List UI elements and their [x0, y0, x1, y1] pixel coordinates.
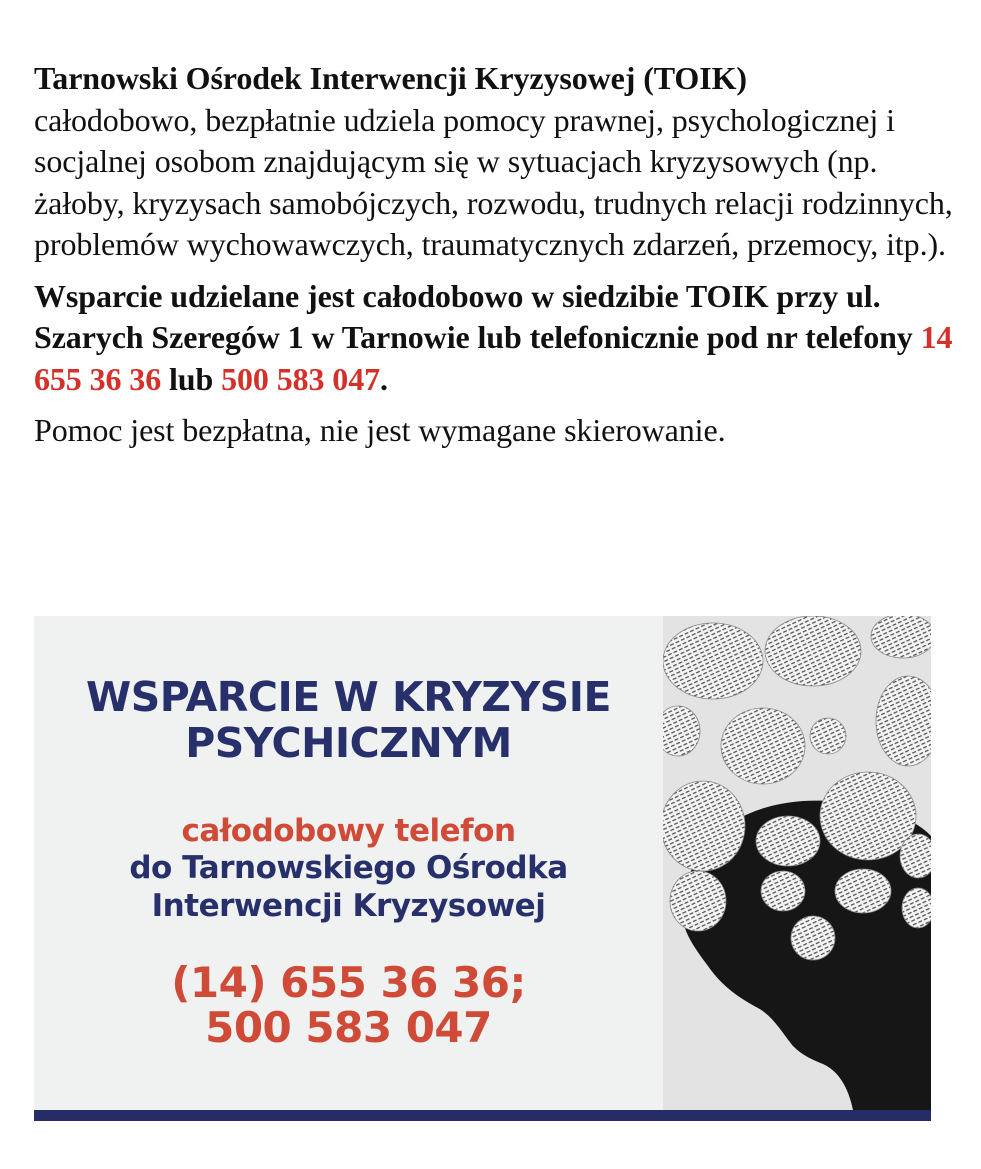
support-end: . — [380, 360, 388, 397]
banner-title-line-1: WSPARCIE W KRYZYSIE — [86, 673, 611, 721]
banner-subtitle-line-1: do Tarnowskiego Ośrodka — [129, 850, 568, 886]
org-name: Tarnowski Ośrodek Interwencji Kryzysowej (TOIK) — [34, 60, 747, 96]
intro-description: całodobowo, bezpłatnie udziela pomocy prawnej, psychologicznej i socjalnej osobom znajdującym się w sytuacjach kryzysowych (np. żałoby, kryzysach samobójczych, rozwodu, trudnych relacji rodzinnych, problemów wychowawczych, traumatycznych zdarzeń, przemocy, itp.). — [34, 101, 953, 262]
info-banner-image — [34, 616, 931, 1121]
note-paragraph: Pomoc jest bezpłatna, nie jest wymagane skierowanie. — [34, 412, 726, 448]
article-text — [34, 58, 954, 452]
banner-subtitle-red: całodobowy telefon — [181, 813, 516, 849]
phone-link-2[interactable]: 500 583 047 — [221, 360, 381, 397]
support-text: Wsparcie udzielane jest całodobowo w siedzibie TOIK przy ul. Szarych Szeregów 1 w Tarnowie lub telefonicznie pod nr telefony — [34, 277, 921, 355]
intro-paragraph — [34, 58, 954, 266]
banner-subtitle-blue — [34, 849, 663, 925]
support-connector: lub — [161, 360, 222, 397]
banner-title-line-2: PSYCHICZNYM — [185, 719, 512, 767]
banner-phones — [34, 960, 663, 1050]
phone-link-1[interactable]: 14 655 36 36 — [34, 319, 953, 397]
banner-bottom-bar — [34, 1110, 931, 1121]
banner-subtitle-line-2: Interwencji Kryzysowej — [151, 888, 546, 924]
support-paragraph — [34, 276, 954, 401]
banner-text-panel — [34, 616, 663, 1110]
banner-phone-2: 500 583 047 — [205, 1003, 492, 1052]
banner-title — [34, 674, 663, 766]
head-silhouette-photo — [663, 616, 931, 1110]
banner-phone-1: (14) 655 36 36; — [171, 958, 526, 1007]
head-silhouette-icon — [663, 616, 931, 1110]
